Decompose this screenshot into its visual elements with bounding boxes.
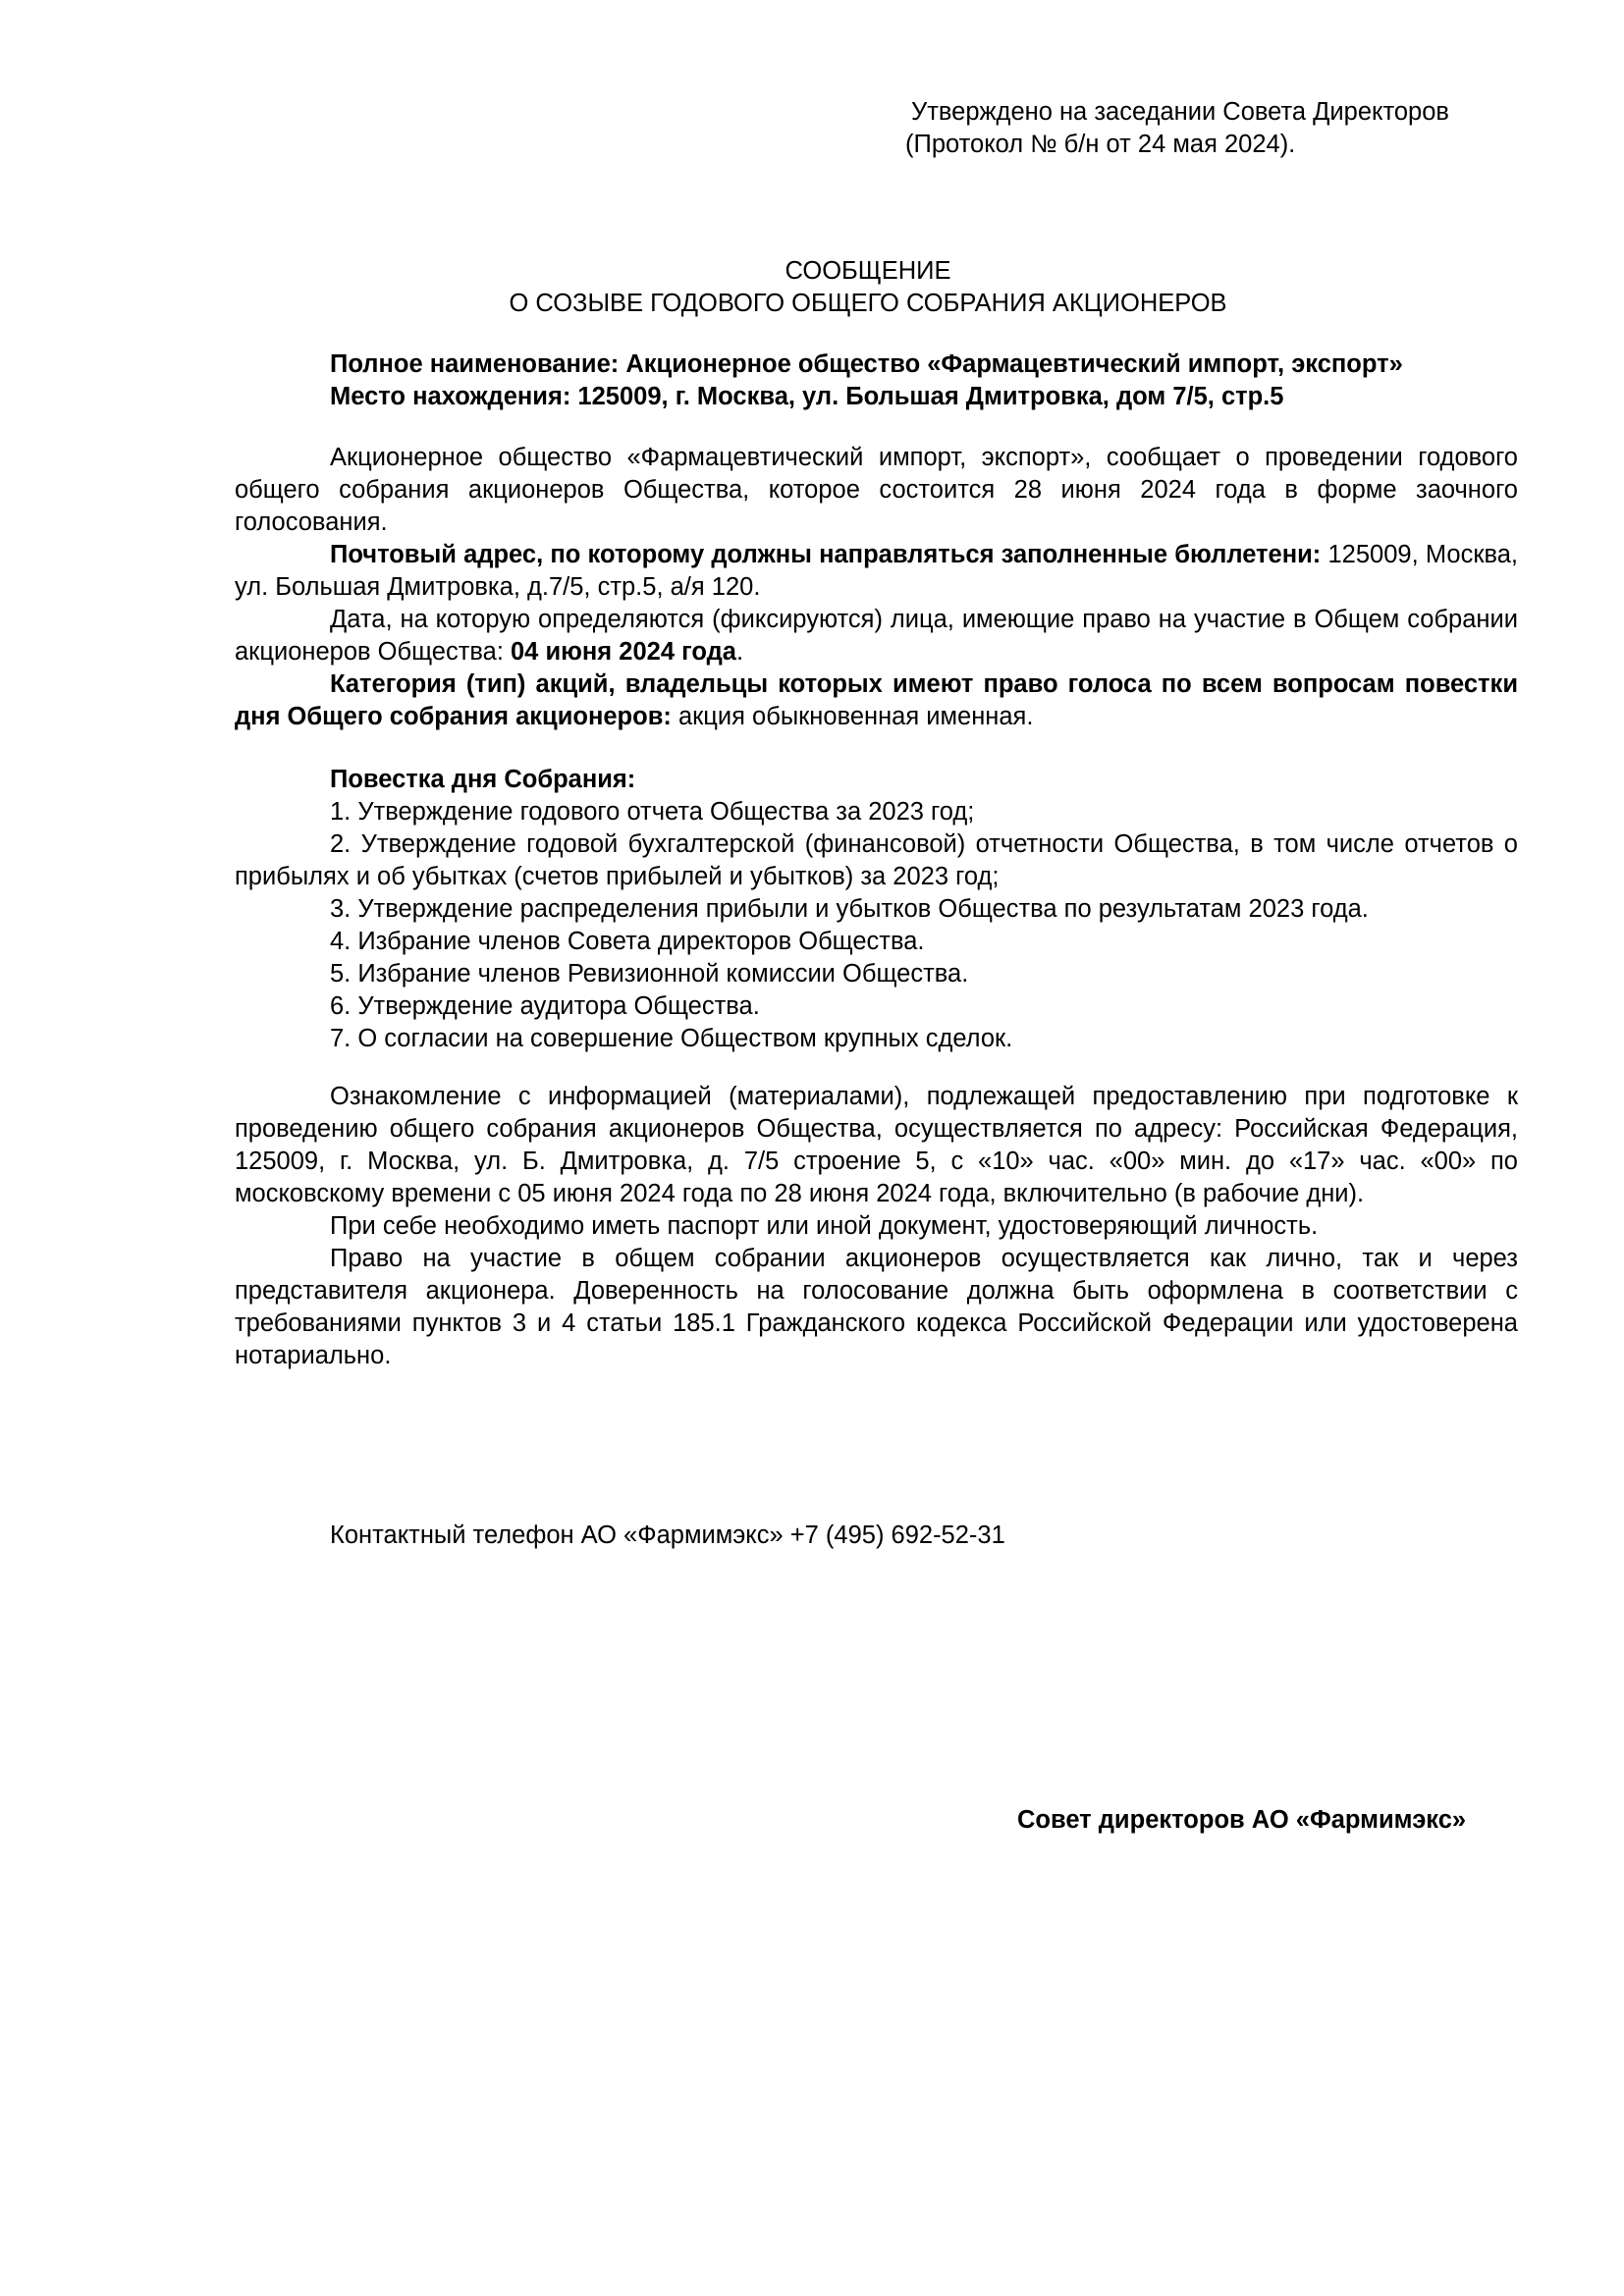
notice-body xyxy=(235,442,1518,733)
proxy-paragraph: Право на участие в общем собрании акционеров осуществляется как лично, так и через представителя акционера. Доверенность на голосование должна быть оформлена в соответствии с требованиями пунктов 3 и 4 статьи 185.1 Гражданского кодекса Российской Федерации или удостоверена нотариально. xyxy=(235,1245,1518,1369)
agenda-item: 5. Избрание членов Ревизионной комиссии Общества. xyxy=(330,960,969,988)
agenda-item: 1. Утверждение годового отчета Общества за 2023 год; xyxy=(330,798,975,826)
approval-note xyxy=(905,96,1540,161)
share-category-label: Категория (тип) акций, владельцы которых имеют право голоса по всем вопросам повестки дня Общего собрания акционеров: xyxy=(235,670,1518,730)
company-full-name: Полное наименование: Акционерное общество «Фармацевтический импорт, экспорт» xyxy=(330,350,1403,378)
record-date-paragraph xyxy=(235,604,1518,668)
materials-section xyxy=(235,1081,1518,1372)
agenda-item: 6. Утверждение аудитора Общества. xyxy=(330,992,760,1020)
id-document-paragraph: При себе необходимо иметь паспорт или иной документ, удостоверяющий личность. xyxy=(330,1212,1319,1240)
document-title xyxy=(0,255,1624,320)
agenda-heading: Повестка дня Собрания: xyxy=(330,766,636,793)
record-date-text: Дата, на которую определяются (фиксируются) лица, имеющие право на участие в Общем собрании акционеров Общества: xyxy=(235,606,1518,666)
title-line-1: СООБЩЕНИЕ xyxy=(785,257,951,285)
postal-address-label: Почтовый адрес, по которому должны направляться заполненные бюллетени: xyxy=(330,541,1322,568)
share-category-paragraph xyxy=(235,668,1518,733)
agenda xyxy=(235,764,1518,1055)
signature: Совет директоров АО «Фармимэкс» xyxy=(1017,1806,1467,1834)
postal-address-paragraph xyxy=(235,539,1518,604)
company-details xyxy=(330,348,1547,413)
company-location: Место нахождения: 125009, г. Москва, ул. Большая Дмитровка, дом 7/5, стр.5 xyxy=(330,383,1284,410)
agenda-item: 7. О согласии на совершение Обществом крупных сделок. xyxy=(330,1025,1013,1052)
record-date-value: 04 июня 2024 года xyxy=(511,638,736,666)
protocol-line: (Протокол № б/н от 24 мая 2024). xyxy=(905,131,1296,158)
materials-paragraph: Ознакомление с информацией (материалами), подлежащей предоставлению при подготовке к проведению общего собрания акционеров Общества, осуществляется по адресу: Российская Федерация, 125009, г. Москва, ул. Б. Дмитровка, д. 7/5 строение 5, с «10» час. «00» мин. до «17» час. «00» по московскому времени с 05 июня 2024 года по 28 июня 2024 года, включительно (в рабочие дни). xyxy=(235,1083,1518,1207)
agenda-item: 3. Утверждение распределения прибыли и убытков Общества по результатам 2023 года. xyxy=(330,895,1369,923)
record-date-end: . xyxy=(735,638,744,666)
notice-intro: Акционерное общество «Фармацевтический импорт, экспорт», сообщает о проведении годового общего собрания акционеров Общества, которое состоится 28 июня 2024 года в форме заочного голосования. xyxy=(235,444,1518,536)
postal-address-value: 125009, Москва, ул. Большая Дмитровка, д.7/5, стр.5, а/я 120. xyxy=(235,541,1518,601)
approval-line: Утверждено на заседании Совета Директоров xyxy=(911,98,1449,126)
agenda-item: 2. Утверждение годовой бухгалтерской (финансовой) отчетности Общества, в том числе отчетов о прибылях и об убытках (счетов прибылей и убытков) за 2023 год; xyxy=(235,830,1518,890)
contact-phone: Контактный телефон АО «Фармимэкс» +7 (495) 692-52-31 xyxy=(330,1522,1005,1549)
share-category-value: акция обыкновенная именная. xyxy=(671,703,1034,730)
title-line-2: О СОЗЫВЕ ГОДОВОГО ОБЩЕГО СОБРАНИЯ АКЦИОНЕРОВ xyxy=(509,290,1227,317)
agenda-item: 4. Избрание членов Совета директоров Общества. xyxy=(330,928,925,955)
